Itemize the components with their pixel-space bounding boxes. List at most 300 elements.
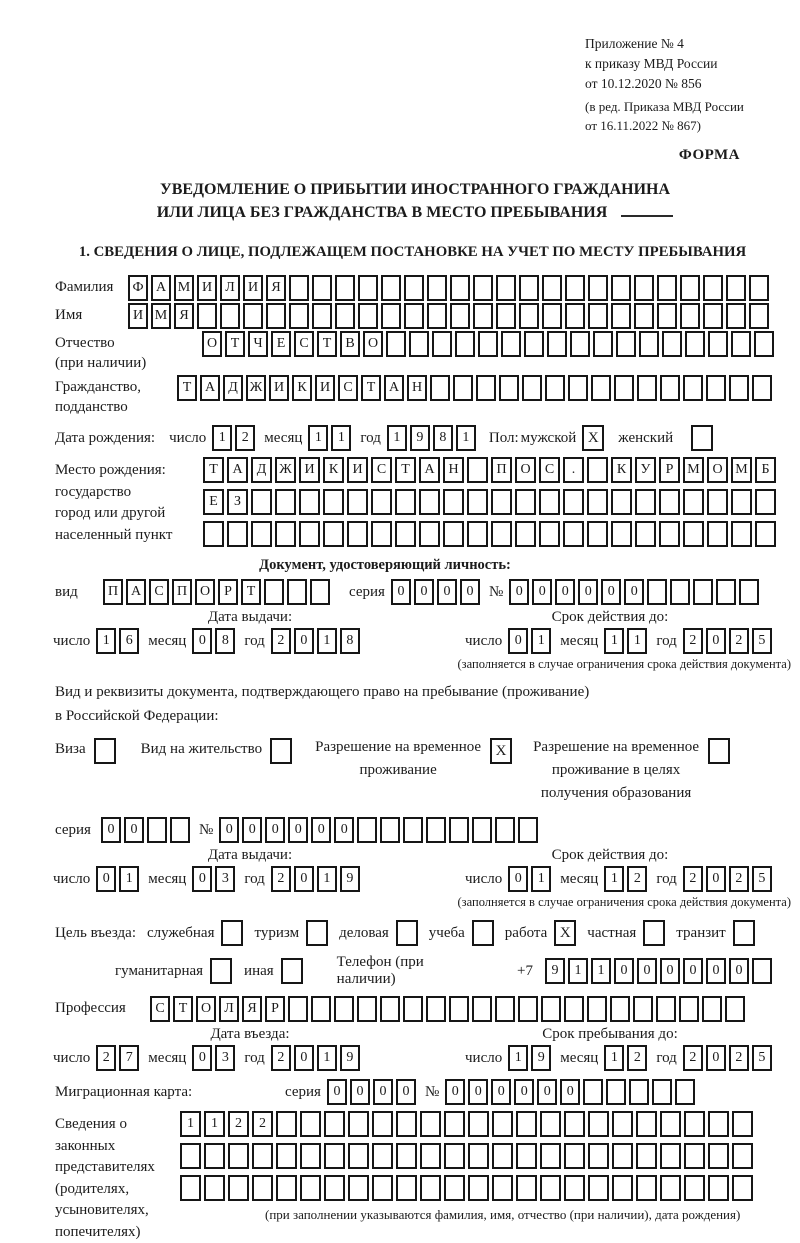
char-cell[interactable]: [386, 331, 406, 357]
char-cell[interactable]: 0: [508, 866, 528, 892]
passport-issue-month-cells[interactable]: [192, 628, 238, 654]
char-cell[interactable]: М: [731, 457, 752, 483]
char-cell[interactable]: [492, 1111, 513, 1137]
birthplace-row2-cells[interactable]: [203, 489, 779, 515]
char-cell[interactable]: [426, 817, 446, 843]
passport-valid-year-cells[interactable]: [683, 628, 775, 654]
char-cell[interactable]: 2: [252, 1111, 273, 1137]
char-cell[interactable]: 0: [683, 958, 703, 984]
char-cell[interactable]: [495, 817, 515, 843]
char-cell[interactable]: 1: [604, 866, 624, 892]
char-cell[interactable]: [616, 331, 636, 357]
char-cell[interactable]: [371, 489, 392, 515]
char-cell[interactable]: И: [128, 303, 148, 329]
char-cell[interactable]: И: [243, 275, 263, 301]
char-cell[interactable]: [449, 996, 469, 1022]
char-cell[interactable]: [347, 521, 368, 547]
char-cell[interactable]: [450, 275, 470, 301]
migration-series-cells[interactable]: [327, 1079, 419, 1105]
char-cell[interactable]: 8: [340, 628, 360, 654]
residence-permit-checkbox[interactable]: [270, 738, 292, 764]
char-cell[interactable]: [419, 489, 440, 515]
char-cell[interactable]: [419, 521, 440, 547]
char-cell[interactable]: [324, 1143, 345, 1169]
char-cell[interactable]: О: [202, 331, 222, 357]
char-cell[interactable]: С: [371, 457, 392, 483]
char-cell[interactable]: [289, 303, 309, 329]
char-cell[interactable]: [300, 1143, 321, 1169]
char-cell[interactable]: [708, 1143, 729, 1169]
char-cell[interactable]: [612, 1175, 633, 1201]
stay-year-cells[interactable]: [683, 1045, 775, 1071]
char-cell[interactable]: 2: [683, 866, 703, 892]
char-cell[interactable]: [455, 331, 475, 357]
char-cell[interactable]: 1: [604, 1045, 624, 1071]
char-cell[interactable]: [565, 275, 585, 301]
purpose-humanitarian-checkbox[interactable]: [210, 958, 232, 984]
char-cell[interactable]: [516, 1143, 537, 1169]
char-cell[interactable]: 0: [265, 817, 285, 843]
char-cell[interactable]: [409, 331, 429, 357]
representatives-row3-cells[interactable]: [180, 1175, 756, 1201]
char-cell[interactable]: [372, 1111, 393, 1137]
entry-year-cells[interactable]: [271, 1045, 363, 1071]
char-cell[interactable]: А: [200, 375, 220, 401]
char-cell[interactable]: [518, 817, 538, 843]
char-cell[interactable]: [612, 1111, 633, 1137]
char-cell[interactable]: [707, 489, 728, 515]
char-cell[interactable]: Н: [443, 457, 464, 483]
char-cell[interactable]: Т: [225, 331, 245, 357]
char-cell[interactable]: [547, 331, 567, 357]
char-cell[interactable]: [539, 521, 560, 547]
char-cell[interactable]: [450, 303, 470, 329]
char-cell[interactable]: Л: [220, 275, 240, 301]
char-cell[interactable]: [732, 1111, 753, 1137]
char-cell[interactable]: [731, 521, 752, 547]
char-cell[interactable]: 3: [215, 1045, 235, 1071]
char-cell[interactable]: 1: [212, 425, 232, 451]
char-cell[interactable]: [147, 817, 167, 843]
permit-issue-year-cells[interactable]: [271, 866, 363, 892]
char-cell[interactable]: [275, 489, 296, 515]
char-cell[interactable]: [427, 303, 447, 329]
char-cell[interactable]: Р: [218, 579, 238, 605]
char-cell[interactable]: К: [323, 457, 344, 483]
char-cell[interactable]: А: [384, 375, 404, 401]
char-cell[interactable]: [583, 1079, 603, 1105]
char-cell[interactable]: [266, 303, 286, 329]
char-cell[interactable]: [683, 521, 704, 547]
char-cell[interactable]: [587, 457, 608, 483]
char-cell[interactable]: И: [347, 457, 368, 483]
char-cell[interactable]: [515, 521, 536, 547]
char-cell[interactable]: [731, 331, 751, 357]
char-cell[interactable]: О: [515, 457, 536, 483]
char-cell[interactable]: Т: [317, 331, 337, 357]
doc-number-cells[interactable]: [509, 579, 762, 605]
char-cell[interactable]: [496, 275, 516, 301]
permit-valid-day-cells[interactable]: [508, 866, 554, 892]
char-cell[interactable]: 9: [410, 425, 430, 451]
char-cell[interactable]: 0: [294, 866, 314, 892]
char-cell[interactable]: 0: [414, 579, 434, 605]
char-cell[interactable]: [427, 275, 447, 301]
char-cell[interactable]: Я: [242, 996, 262, 1022]
char-cell[interactable]: 0: [578, 579, 598, 605]
char-cell[interactable]: 0: [445, 1079, 465, 1105]
char-cell[interactable]: 9: [531, 1045, 551, 1071]
purpose-tourism-checkbox[interactable]: [306, 920, 328, 946]
char-cell[interactable]: 1: [387, 425, 407, 451]
char-cell[interactable]: [312, 275, 332, 301]
char-cell[interactable]: [749, 275, 769, 301]
char-cell[interactable]: 1: [317, 628, 337, 654]
char-cell[interactable]: [683, 489, 704, 515]
char-cell[interactable]: [287, 579, 307, 605]
char-cell[interactable]: [564, 996, 584, 1022]
char-cell[interactable]: [276, 1143, 297, 1169]
char-cell[interactable]: 1: [317, 866, 337, 892]
char-cell[interactable]: [381, 275, 401, 301]
char-cell[interactable]: [473, 275, 493, 301]
char-cell[interactable]: 2: [729, 1045, 749, 1071]
char-cell[interactable]: [472, 996, 492, 1022]
char-cell[interactable]: И: [269, 375, 289, 401]
gender-female-checkbox[interactable]: [691, 425, 713, 451]
char-cell[interactable]: [228, 1143, 249, 1169]
char-cell[interactable]: С: [539, 457, 560, 483]
char-cell[interactable]: С: [149, 579, 169, 605]
char-cell[interactable]: 0: [294, 1045, 314, 1071]
char-cell[interactable]: [611, 303, 631, 329]
char-cell[interactable]: [636, 1143, 657, 1169]
char-cell[interactable]: [491, 521, 512, 547]
entry-day-cells[interactable]: [96, 1045, 142, 1071]
char-cell[interactable]: [519, 303, 539, 329]
char-cell[interactable]: Б: [755, 457, 776, 483]
char-cell[interactable]: [679, 996, 699, 1022]
char-cell[interactable]: [522, 375, 542, 401]
char-cell[interactable]: [300, 1111, 321, 1137]
char-cell[interactable]: [542, 303, 562, 329]
char-cell[interactable]: 1: [531, 628, 551, 654]
char-cell[interactable]: [288, 996, 308, 1022]
char-cell[interactable]: [404, 303, 424, 329]
char-cell[interactable]: 0: [491, 1079, 511, 1105]
char-cell[interactable]: 0: [396, 1079, 416, 1105]
char-cell[interactable]: [680, 303, 700, 329]
purpose-official-checkbox[interactable]: [221, 920, 243, 946]
char-cell[interactable]: 9: [545, 958, 565, 984]
char-cell[interactable]: [323, 489, 344, 515]
char-cell[interactable]: 0: [706, 628, 726, 654]
char-cell[interactable]: Ф: [128, 275, 148, 301]
char-cell[interactable]: 2: [683, 628, 703, 654]
char-cell[interactable]: [444, 1143, 465, 1169]
char-cell[interactable]: 0: [350, 1079, 370, 1105]
char-cell[interactable]: У: [635, 457, 656, 483]
char-cell[interactable]: [324, 1111, 345, 1137]
char-cell[interactable]: [588, 1175, 609, 1201]
char-cell[interactable]: [729, 375, 749, 401]
char-cell[interactable]: [358, 303, 378, 329]
char-cell[interactable]: [685, 331, 705, 357]
char-cell[interactable]: 0: [327, 1079, 347, 1105]
char-cell[interactable]: [243, 303, 263, 329]
char-cell[interactable]: 0: [437, 579, 457, 605]
char-cell[interactable]: [670, 579, 690, 605]
char-cell[interactable]: 7: [119, 1045, 139, 1071]
char-cell[interactable]: [492, 1175, 513, 1201]
char-cell[interactable]: [629, 1079, 649, 1105]
char-cell[interactable]: 0: [311, 817, 331, 843]
char-cell[interactable]: [299, 489, 320, 515]
purpose-transit-checkbox[interactable]: [733, 920, 755, 946]
char-cell[interactable]: П: [103, 579, 123, 605]
char-cell[interactable]: [420, 1175, 441, 1201]
char-cell[interactable]: [420, 1143, 441, 1169]
char-cell[interactable]: 2: [627, 1045, 647, 1071]
char-cell[interactable]: [684, 1175, 705, 1201]
char-cell[interactable]: [443, 489, 464, 515]
char-cell[interactable]: [251, 521, 272, 547]
char-cell[interactable]: [614, 375, 634, 401]
char-cell[interactable]: С: [338, 375, 358, 401]
char-cell[interactable]: Е: [203, 489, 224, 515]
char-cell[interactable]: Т: [361, 375, 381, 401]
char-cell[interactable]: 0: [373, 1079, 393, 1105]
char-cell[interactable]: [275, 521, 296, 547]
char-cell[interactable]: 8: [215, 628, 235, 654]
char-cell[interactable]: [588, 303, 608, 329]
migration-number-cells[interactable]: [445, 1079, 698, 1105]
char-cell[interactable]: 1: [604, 628, 624, 654]
char-cell[interactable]: [752, 375, 772, 401]
char-cell[interactable]: [749, 303, 769, 329]
char-cell[interactable]: [203, 521, 224, 547]
char-cell[interactable]: 0: [729, 958, 749, 984]
char-cell[interactable]: [662, 331, 682, 357]
char-cell[interactable]: [499, 375, 519, 401]
char-cell[interactable]: [170, 817, 190, 843]
char-cell[interactable]: И: [299, 457, 320, 483]
name-cells[interactable]: [128, 303, 772, 329]
permit-number-cells[interactable]: [219, 817, 541, 843]
char-cell[interactable]: [565, 303, 585, 329]
char-cell[interactable]: [357, 996, 377, 1022]
char-cell[interactable]: [684, 1111, 705, 1137]
char-cell[interactable]: [496, 303, 516, 329]
char-cell[interactable]: [587, 521, 608, 547]
char-cell[interactable]: 1: [180, 1111, 201, 1137]
char-cell[interactable]: [380, 817, 400, 843]
char-cell[interactable]: О: [195, 579, 215, 605]
char-cell[interactable]: [635, 489, 656, 515]
char-cell[interactable]: [197, 303, 217, 329]
char-cell[interactable]: [716, 579, 736, 605]
char-cell[interactable]: К: [292, 375, 312, 401]
permit-issue-day-cells[interactable]: [96, 866, 142, 892]
citizenship-cells[interactable]: [177, 375, 775, 401]
char-cell[interactable]: [227, 521, 248, 547]
char-cell[interactable]: А: [151, 275, 171, 301]
char-cell[interactable]: 0: [124, 817, 144, 843]
char-cell[interactable]: 0: [706, 1045, 726, 1071]
visa-checkbox[interactable]: [94, 738, 116, 764]
char-cell[interactable]: 5: [752, 628, 772, 654]
char-cell[interactable]: 2: [683, 1045, 703, 1071]
char-cell[interactable]: Ч: [248, 331, 268, 357]
char-cell[interactable]: 0: [537, 1079, 557, 1105]
char-cell[interactable]: 1: [568, 958, 588, 984]
char-cell[interactable]: [299, 521, 320, 547]
char-cell[interactable]: [323, 521, 344, 547]
char-cell[interactable]: [300, 1175, 321, 1201]
purpose-business-checkbox[interactable]: [396, 920, 418, 946]
char-cell[interactable]: 1: [627, 628, 647, 654]
char-cell[interactable]: [683, 375, 703, 401]
char-cell[interactable]: [357, 817, 377, 843]
char-cell[interactable]: [660, 375, 680, 401]
char-cell[interactable]: [264, 579, 284, 605]
char-cell[interactable]: [347, 489, 368, 515]
temp-residence-education-checkbox[interactable]: [708, 738, 730, 764]
char-cell[interactable]: [611, 489, 632, 515]
char-cell[interactable]: [593, 331, 613, 357]
char-cell[interactable]: [426, 996, 446, 1022]
char-cell[interactable]: Т: [177, 375, 197, 401]
char-cell[interactable]: [444, 1175, 465, 1201]
char-cell[interactable]: [491, 489, 512, 515]
char-cell[interactable]: [732, 1175, 753, 1201]
char-cell[interactable]: [372, 1175, 393, 1201]
char-cell[interactable]: [495, 996, 515, 1022]
birth-day-cells[interactable]: [212, 425, 258, 451]
char-cell[interactable]: [492, 1143, 513, 1169]
char-cell[interactable]: [519, 275, 539, 301]
char-cell[interactable]: [372, 1143, 393, 1169]
purpose-other-checkbox[interactable]: [281, 958, 303, 984]
char-cell[interactable]: [252, 1143, 273, 1169]
char-cell[interactable]: [276, 1175, 297, 1201]
char-cell[interactable]: [371, 521, 392, 547]
char-cell[interactable]: 2: [271, 1045, 291, 1071]
char-cell[interactable]: А: [126, 579, 146, 605]
char-cell[interactable]: [755, 489, 776, 515]
char-cell[interactable]: 1: [591, 958, 611, 984]
char-cell[interactable]: [545, 375, 565, 401]
char-cell[interactable]: [396, 1175, 417, 1201]
passport-valid-month-cells[interactable]: [604, 628, 650, 654]
doc-series-cells[interactable]: [391, 579, 483, 605]
char-cell[interactable]: Т: [395, 457, 416, 483]
char-cell[interactable]: Р: [265, 996, 285, 1022]
char-cell[interactable]: 2: [96, 1045, 116, 1071]
char-cell[interactable]: 0: [624, 579, 644, 605]
char-cell[interactable]: 0: [614, 958, 634, 984]
char-cell[interactable]: С: [150, 996, 170, 1022]
char-cell[interactable]: 0: [514, 1079, 534, 1105]
char-cell[interactable]: [276, 1111, 297, 1137]
char-cell[interactable]: [180, 1143, 201, 1169]
char-cell[interactable]: [453, 375, 473, 401]
char-cell[interactable]: [588, 1111, 609, 1137]
representatives-row1-cells[interactable]: [180, 1111, 756, 1137]
stay-month-cells[interactable]: [604, 1045, 650, 1071]
char-cell[interactable]: Я: [266, 275, 286, 301]
purpose-study-checkbox[interactable]: [472, 920, 494, 946]
birthplace-row3-cells[interactable]: [203, 521, 779, 547]
char-cell[interactable]: Т: [173, 996, 193, 1022]
char-cell[interactable]: Я: [174, 303, 194, 329]
char-cell[interactable]: [311, 996, 331, 1022]
char-cell[interactable]: 1: [308, 425, 328, 451]
char-cell[interactable]: [610, 996, 630, 1022]
char-cell[interactable]: 1: [456, 425, 476, 451]
char-cell[interactable]: [430, 375, 450, 401]
permit-valid-year-cells[interactable]: [683, 866, 775, 892]
char-cell[interactable]: [564, 1111, 585, 1137]
char-cell[interactable]: И: [197, 275, 217, 301]
char-cell[interactable]: [564, 1175, 585, 1201]
char-cell[interactable]: 0: [601, 579, 621, 605]
char-cell[interactable]: [657, 303, 677, 329]
char-cell[interactable]: 0: [192, 866, 212, 892]
char-cell[interactable]: [348, 1143, 369, 1169]
char-cell[interactable]: [432, 331, 452, 357]
char-cell[interactable]: [472, 817, 492, 843]
char-cell[interactable]: [404, 275, 424, 301]
char-cell[interactable]: [755, 521, 776, 547]
permit-series-cells[interactable]: [101, 817, 193, 843]
char-cell[interactable]: [693, 579, 713, 605]
char-cell[interactable]: [358, 275, 378, 301]
char-cell[interactable]: [731, 489, 752, 515]
char-cell[interactable]: Ж: [246, 375, 266, 401]
char-cell[interactable]: 1: [508, 1045, 528, 1071]
char-cell[interactable]: [204, 1143, 225, 1169]
permit-valid-month-cells[interactable]: [604, 866, 650, 892]
char-cell[interactable]: [403, 817, 423, 843]
char-cell[interactable]: 0: [468, 1079, 488, 1105]
permit-issue-month-cells[interactable]: [192, 866, 238, 892]
char-cell[interactable]: С: [294, 331, 314, 357]
char-cell[interactable]: 2: [228, 1111, 249, 1137]
char-cell[interactable]: А: [419, 457, 440, 483]
char-cell[interactable]: [252, 1175, 273, 1201]
char-cell[interactable]: [467, 457, 488, 483]
char-cell[interactable]: 0: [460, 579, 480, 605]
char-cell[interactable]: 2: [729, 866, 749, 892]
char-cell[interactable]: [659, 521, 680, 547]
char-cell[interactable]: Д: [223, 375, 243, 401]
char-cell[interactable]: [180, 1175, 201, 1201]
char-cell[interactable]: [652, 1079, 672, 1105]
char-cell[interactable]: 0: [294, 628, 314, 654]
char-cell[interactable]: [420, 1111, 441, 1137]
char-cell[interactable]: [660, 1175, 681, 1201]
char-cell[interactable]: [726, 303, 746, 329]
char-cell[interactable]: [467, 489, 488, 515]
char-cell[interactable]: [468, 1143, 489, 1169]
char-cell[interactable]: П: [491, 457, 512, 483]
char-cell[interactable]: [611, 521, 632, 547]
char-cell[interactable]: 9: [340, 1045, 360, 1071]
char-cell[interactable]: 0: [192, 628, 212, 654]
char-cell[interactable]: [396, 1143, 417, 1169]
char-cell[interactable]: [587, 996, 607, 1022]
